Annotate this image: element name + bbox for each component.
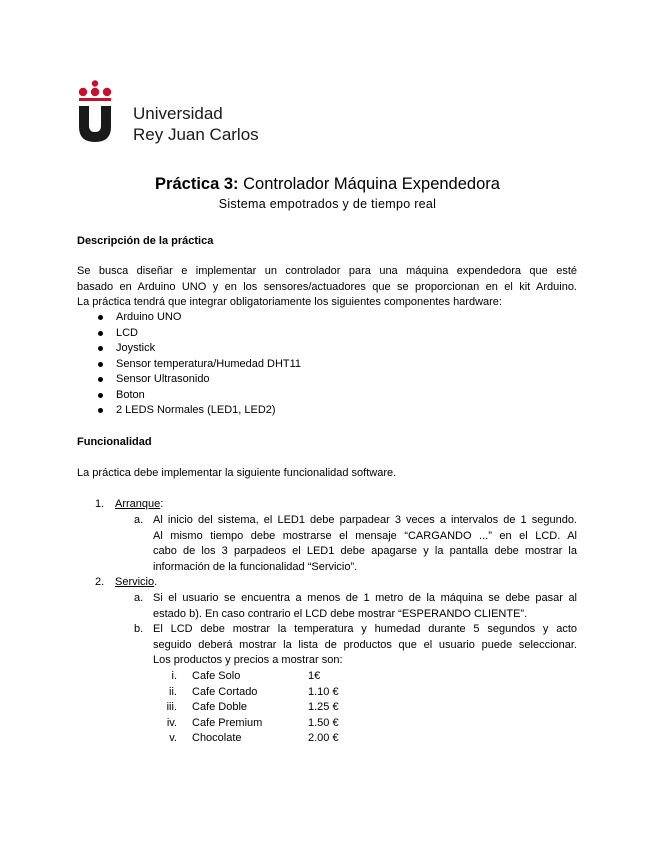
subitem-line: información de la funcionalidad “Servicio”.	[153, 560, 358, 573]
product-row	[150, 731, 390, 747]
item-label-text: Servicio	[115, 576, 155, 588]
item-label-arranque	[115, 497, 163, 513]
product-name: Cafe Cortado	[192, 685, 258, 698]
urjc-logo-mark-icon	[78, 80, 112, 142]
item-label-text: Arranque	[115, 498, 161, 510]
list-item: Sensor temperatura/Humedad DHT11	[95, 357, 301, 373]
subitem-line: estado b). En caso contrario el LCD debe mostrar “ESPERANDO CLIENTE”.	[153, 607, 528, 620]
subitem-line: Al mismo tiempo debe mostrarse el mensaje “CARGANDO ...” en el LCD. Al	[153, 529, 577, 542]
functionality-intro: La práctica debe implementar la siguiente funcionalidad software.	[77, 467, 397, 479]
list-item: Boton	[95, 388, 301, 404]
product-name: Cafe Solo	[192, 670, 241, 682]
product-price: 2.00 €	[308, 732, 339, 744]
description-line: La práctica tendrá que integrar obligatoriamente los siguientes componentes hardware:	[77, 296, 502, 308]
document-subtitle: Sistema empotrados y de tiempo real	[218, 197, 437, 211]
product-roman: iv.	[166, 716, 177, 729]
product-roman: ii.	[169, 685, 177, 698]
subitem-line: Si el usuario se encuentra a menos de 1 metro de la máquina se debe pasar al	[153, 592, 577, 604]
item-label-servicio	[115, 575, 157, 591]
product-roman: v.	[169, 732, 177, 744]
product-row	[150, 700, 390, 716]
subitem-line: cabo de los 3 parpadeos el LED1 debe apagarse y la pantalla debe mostrar la	[153, 545, 577, 557]
item-label-suffix: :	[160, 498, 164, 510]
document-title	[0, 174, 655, 194]
description-paragraph	[77, 264, 577, 311]
subitem-line: El LCD debe mostrar la temperatura y humedad durante 5 segundos y acto	[153, 623, 577, 635]
product-price: 1.50 €	[308, 716, 339, 729]
product-name: Cafe Doble	[192, 701, 248, 713]
university-name	[133, 103, 259, 145]
subitem-text	[153, 622, 577, 669]
subitem-line: Al inicio del sistema, el LED1 debe parpadear 3 veces a intervalos de 1 segundo.	[153, 514, 577, 526]
title-rest: Controlador Máquina Expendedora	[238, 175, 500, 193]
product-name: Cafe Premium	[192, 716, 263, 729]
product-row	[150, 669, 390, 685]
subitem-text	[153, 591, 577, 622]
list-item: 2 LEDS Normales (LED1, LED2)	[95, 403, 301, 419]
item-number: 2.	[95, 576, 105, 588]
product-row	[150, 685, 390, 701]
components-list	[95, 310, 301, 419]
product-name: Chocolate	[192, 732, 242, 744]
subitem-letter: a.	[134, 514, 144, 526]
list-item: Sensor Ultrasonido	[95, 372, 301, 388]
university-logo	[78, 80, 278, 150]
product-row	[150, 716, 390, 732]
product-price: 1€	[308, 670, 321, 682]
description-heading: Descripción de la práctica	[77, 235, 214, 247]
product-price: 1.25 €	[308, 701, 339, 713]
university-name-line2: Rey Juan Carlos	[133, 125, 259, 144]
description-line: Se busca diseñar e implementar un controlador para una máquina expendedora que esté	[77, 265, 577, 277]
title-bold: Práctica 3:	[155, 175, 239, 193]
subitem-line: seguido deberá mostrar la lista de productos que el usuario puede seleccionar.	[153, 638, 577, 651]
subitem-letter: a.	[134, 592, 144, 604]
list-item: Arduino UNO	[95, 310, 301, 326]
item-number: 1.	[95, 498, 105, 510]
product-roman: iii.	[166, 701, 177, 713]
subitem-letter: b.	[134, 623, 144, 635]
functionality-heading: Funcionalidad	[77, 436, 152, 448]
subitem-line: Los productos y precios a mostrar son:	[153, 654, 343, 666]
item-label-suffix: .	[154, 576, 158, 588]
list-item: Joystick	[95, 341, 301, 357]
university-name-line1: Universidad	[133, 104, 223, 123]
subitem-text	[153, 513, 577, 575]
description-line: basado en Arduino UNO y en los sensores/actuadores que se proporcionan en el kit Arduino.	[77, 280, 577, 293]
product-roman: i.	[171, 670, 177, 682]
list-item: LCD	[95, 326, 301, 342]
product-price: 1.10 €	[308, 685, 339, 698]
